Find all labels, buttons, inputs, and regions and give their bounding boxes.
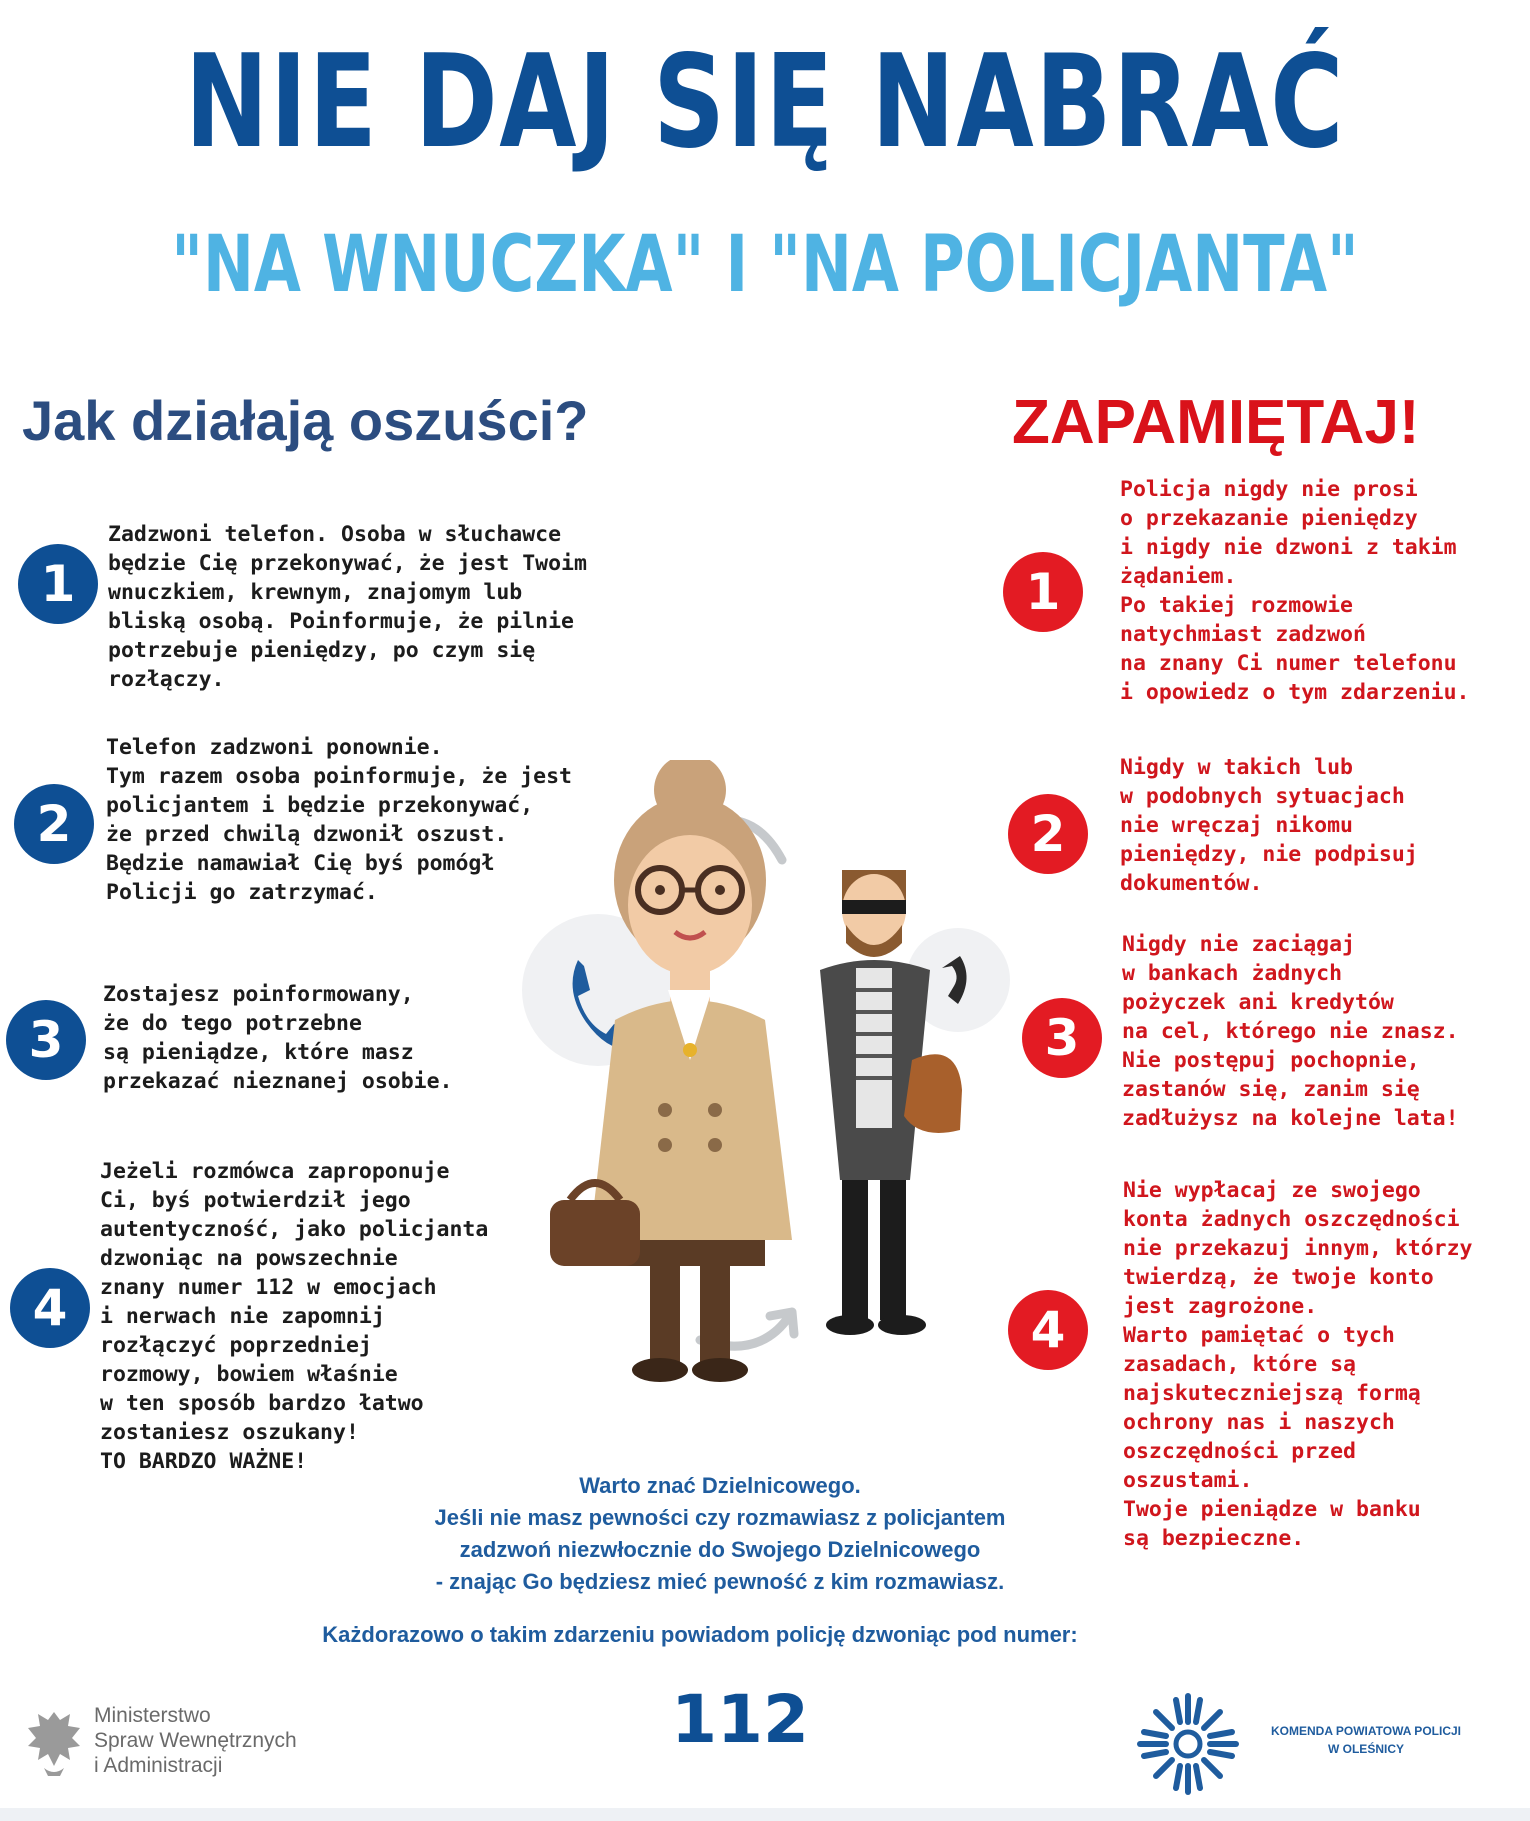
tip-4-badge: 4	[1008, 1290, 1088, 1370]
tip-4-text: Nie wypłacaj ze swojego konta żadnych oszczędności nie przekazuj innym, którzy twierdzą, że twoje konto jest zagrożone. Warto pamiętać o tych zasadach, które są najskuteczniejszą formą ochrony nas i naszych oszczędności przed oszustami. Twoje pieniądze w banku są bezpieczne.	[1123, 1178, 1473, 1551]
scammers-heading: Jak działają oszuści?	[22, 389, 589, 452]
bag-icon	[904, 1054, 962, 1133]
grandmother-figure	[550, 760, 792, 1382]
tip-3-text: Nigdy nie zaciągaj w bankach żadnych pożyczek ani kredytów na cel, którego nie znasz. Nie postępuj pochopnie, zastanów się, zanim się zadłużysz na kolejne lata!	[1122, 932, 1459, 1131]
step-2-text: Telefon zadzwoni ponownie. Tym razem osoba poinformuje, że jest policjantem i będzie przekonywać, że przed chwilą dzwonił oszust. Będzie namawiał Cię byś pomógł Policji go zatrzymać.	[106, 735, 572, 905]
scam-illustration	[520, 760, 1020, 1420]
handbag-icon	[550, 1200, 640, 1266]
step-1-badge: 1	[18, 544, 98, 624]
tip-2-text: Nigdy w takich lub w podobnych sytuacjach nie wręczaj nikomu pieniędzy, nie podpisuj dokumentów.	[1120, 755, 1418, 896]
police-star-icon	[1136, 1692, 1240, 1796]
bottom-bar	[0, 1808, 1530, 1821]
step-1-text: Zadzwoni telefon. Osoba w słuchawce będzie Cię przekonywać, że jest Twoim wnuczkiem, krewnym, znajomym lub bliską osobą. Poinformuje, że pilnie potrzebuje pieniędzy, po czym się rozłączy.	[108, 522, 587, 692]
step-4-badge: 4	[10, 1268, 90, 1348]
tip-1-text: Policja nigdy nie prosi o przekazanie pieniędzy i nigdy nie dzwoni z takim żądaniem. Po takiej rozmowie natychmiast zadzwoń na znany Ci numer telefonu i opowiedz o tym zdarzeniu.	[1120, 477, 1470, 705]
police-unit-name: KOMENDA POWIATOWA POLICJI W OLEŚNICY	[1270, 1724, 1461, 1756]
main-title: NIE DAJ SIĘ NABRAĆ	[184, 28, 1346, 177]
report-instruction: Każdorazowo o takim zdarzeniu powiadom policję dzwoniąc pod numer:	[322, 1622, 1078, 1647]
remember-heading: ZAPAMIĘTAJ!	[1012, 388, 1420, 457]
step-2-badge: 2	[14, 784, 94, 864]
step-4-text: Jeżeli rozmówca zaproponuje Ci, byś potwierdził jego autentyczność, jako policjanta dzwoniąc na powszechnie znany numer 112 w emocjach i nerwach nie zapomnij rozłączyć poprzedniej rozmowy, bowiem właśnie w ten sposób bardzo łatwo zostaniesz oszukany! TO BARDZO WAŻNE!	[100, 1159, 489, 1474]
eagle-emblem-icon	[22, 1706, 86, 1778]
district-officer-note: Warto znać Dzielnicowego. Jeśli nie masz pewności czy rozmawiasz z policjantem zadzwoń niezwłocznie do Swojego Dzielnicowego - znając Go będziesz mieć pewność z kim rozmawiasz.	[434, 1473, 1006, 1594]
subtitle: "NA WNUCZKA" I "NA POLICJANTA"	[171, 220, 1359, 310]
emergency-number: 112	[671, 1681, 809, 1758]
tip-1-badge: 1	[1003, 552, 1083, 632]
tip-3-badge: 3	[1022, 998, 1102, 1078]
ministry-name: Ministerstwo Spraw Wewnętrznych i Administracji	[94, 1704, 297, 1777]
tip-2-badge: 2	[1008, 794, 1088, 874]
step-3-badge: 3	[6, 1000, 86, 1080]
step-3-text: Zostajesz poinformowany, że do tego potrzebne są pieniądze, które masz przekazać nieznanej osobie.	[103, 982, 453, 1094]
